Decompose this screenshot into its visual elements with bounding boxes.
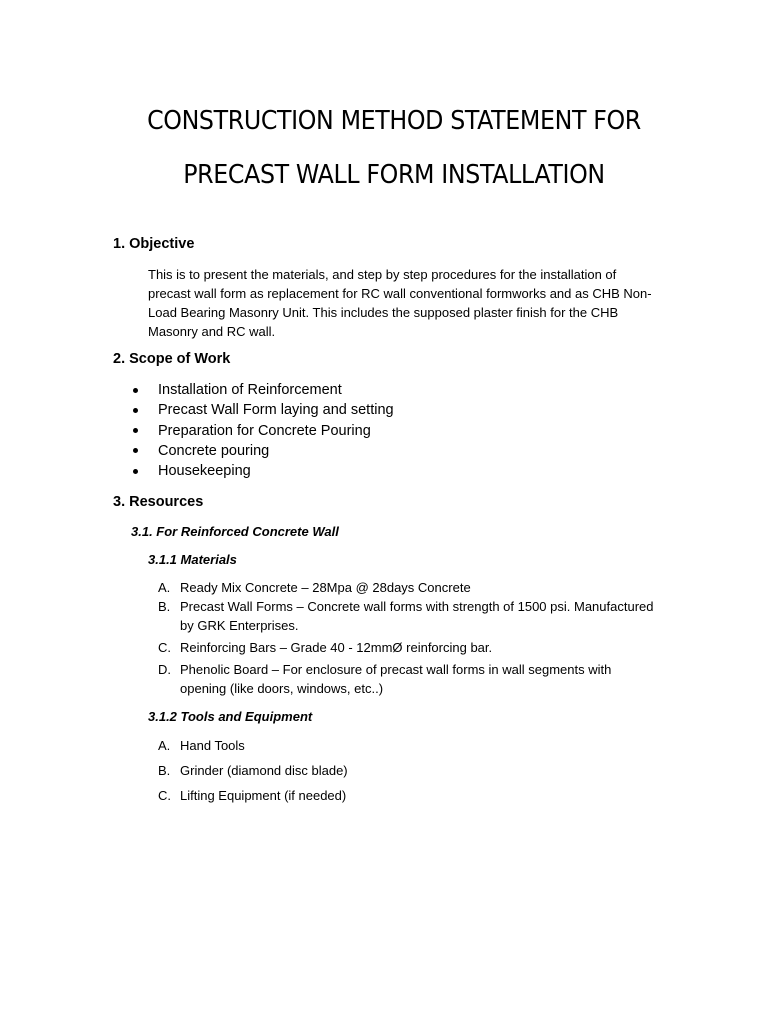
list-item	[130, 461, 394, 481]
list-marker: C.	[158, 788, 171, 803]
list-item	[158, 578, 658, 597]
material-text: Ready Mix Concrete – 28Mpa @ 28days Concrete	[180, 580, 471, 595]
list-item	[158, 786, 658, 805]
document-title	[28, 94, 761, 202]
objective-paragraph: This is to present the materials, and step by step procedures for the installation of precast wall form as replacement for RC wall conventional formworks and as CHB Non-Load Bearing Masonry Unit. This includes the supposed plaster finish for the CHB Masonry and RC wall.	[148, 267, 652, 339]
scope-item-text: Precast Wall Form laying and setting	[158, 402, 394, 419]
list-item	[130, 380, 394, 400]
scope-item-text: Concrete pouring	[158, 442, 270, 459]
resources-heading: 3. Resources	[113, 494, 204, 510]
list-item	[158, 660, 658, 698]
bullet-icon	[133, 428, 138, 433]
scope-heading: 2. Scope of Work	[113, 351, 231, 367]
list-item	[158, 597, 658, 635]
bullet-icon	[133, 469, 138, 474]
bullet-icon	[133, 448, 138, 453]
list-item	[130, 441, 394, 461]
list-item	[130, 421, 394, 441]
list-marker: C.	[158, 640, 171, 655]
tool-text: Hand Tools	[180, 738, 245, 753]
material-text: Precast Wall Forms – Concrete wall forms with strength of 1500 psi. Manufactured by GRK Enterprises.	[180, 599, 654, 633]
tools-list	[158, 736, 658, 805]
list-marker: B.	[158, 599, 171, 614]
material-text: Phenolic Board – For enclosure of precast wall forms in wall segments with opening (like doors, windows, etc..)	[180, 662, 612, 696]
bullet-icon	[133, 408, 138, 413]
material-text: Reinforcing Bars – Grade 40 - 12mmØ reinforcing bar.	[180, 640, 493, 655]
scope-item-text: Preparation for Concrete Pouring	[158, 422, 371, 439]
tools-heading: 3.1.2 Tools and Equipment	[148, 709, 313, 724]
list-item	[158, 638, 658, 657]
list-marker: D.	[158, 662, 171, 677]
scope-item-text: Installation of Reinforcement	[158, 382, 342, 398]
tool-text: Grinder (diamond disc blade)	[180, 763, 348, 778]
tool-text: Lifting Equipment (if needed)	[180, 788, 347, 803]
list-marker: A.	[158, 738, 171, 753]
list-item	[130, 400, 394, 420]
bullet-icon	[133, 388, 138, 393]
list-item	[158, 736, 658, 755]
list-marker: A.	[158, 580, 171, 595]
objective-heading: 1. Objective	[113, 236, 195, 252]
title-line-1: CONSTRUCTION METHOD STATEMENT FOR	[147, 106, 641, 136]
resources-subheading-rc-wall: 3.1. For Reinforced Concrete Wall	[131, 524, 339, 539]
materials-heading: 3.1.1 Materials	[148, 552, 237, 567]
list-marker: B.	[158, 763, 171, 778]
title-line-2: PRECAST WALL FORM INSTALLATION	[183, 160, 605, 190]
scope-item-text: Housekeeping	[158, 463, 251, 480]
list-item	[158, 761, 658, 780]
scope-list	[130, 380, 394, 481]
materials-list	[158, 578, 658, 698]
